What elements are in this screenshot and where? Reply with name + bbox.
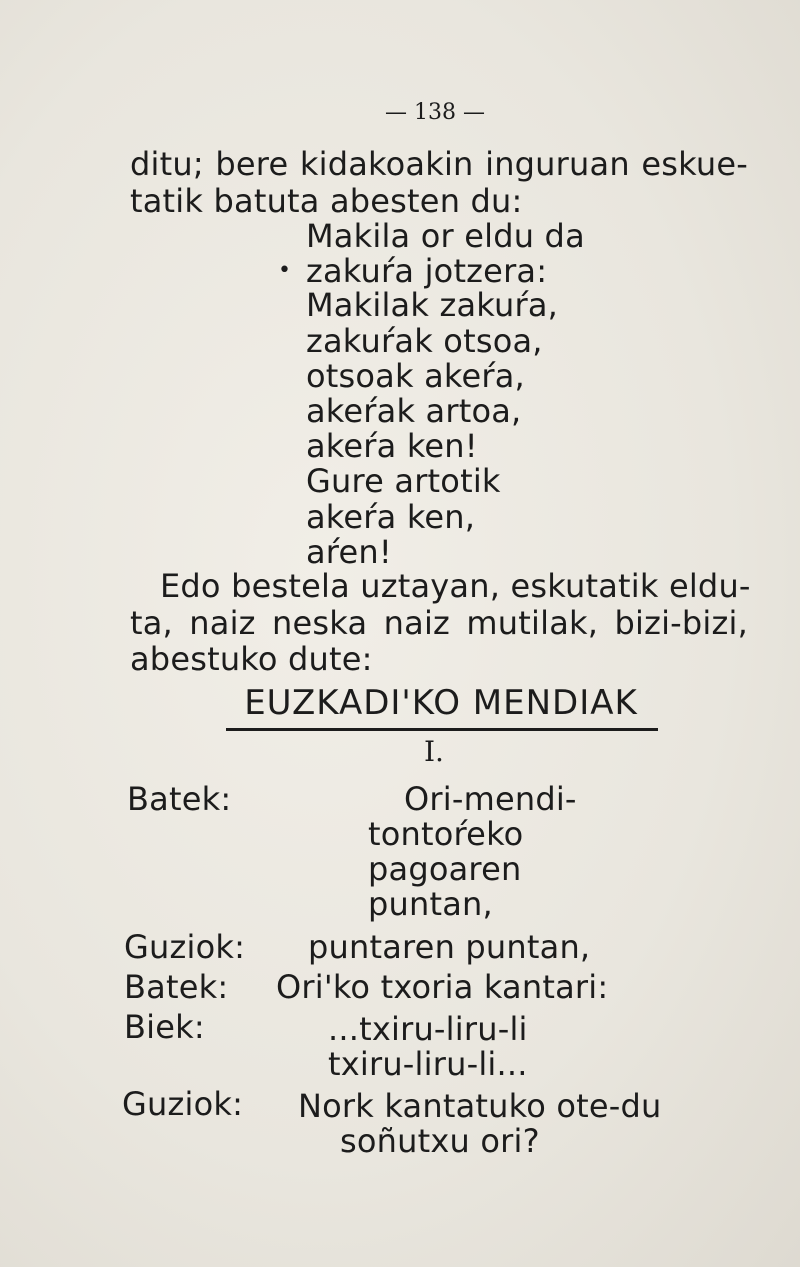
verse-line: Makila or eldu da <box>306 217 585 255</box>
speaker-label: Guziok: <box>124 928 246 966</box>
verse-line: zakuŕak otsoa, <box>306 322 543 360</box>
verse-line: akeŕa ken, <box>306 498 476 536</box>
song-line: soñutxu ori? <box>340 1122 540 1160</box>
para2-line-2: ta, naiz neska naiz mutilak, bizi-bizi, <box>130 604 748 642</box>
song-line: tontoŕeko <box>368 815 524 853</box>
speaker-label: Batek: <box>124 968 229 1006</box>
song-title: EUZKADI'KO MENDIAK <box>244 683 638 723</box>
song-line: Ori-mendi- <box>404 780 577 818</box>
intro-line-1: ditu; bere kidakoakin inguruan eskue- <box>130 145 748 183</box>
verse-line: otsoak akeŕa, <box>306 357 525 395</box>
song-line: Nork kantatuko ote-du <box>298 1087 662 1125</box>
page-number: — 138 — <box>385 100 485 125</box>
verse-line: zakuŕa jotzera: <box>306 252 548 290</box>
title-underline <box>226 728 658 731</box>
verse-line: akeŕak artoa, <box>306 392 522 430</box>
speaker-label: Batek: <box>127 780 232 818</box>
song-line: puntan, <box>368 885 493 923</box>
verse-line: akeŕa ken! <box>306 427 478 465</box>
speaker-label: Biek: <box>124 1008 205 1046</box>
verse-line: Makilak zakuŕa, <box>306 286 559 324</box>
song-line: puntaren puntan, <box>308 928 591 966</box>
song-line: txiru-liru-li... <box>328 1045 528 1083</box>
intro-line-2: tatik batuta abesten du: <box>130 182 523 220</box>
song-line: Ori'ko txoria kantari: <box>276 968 609 1006</box>
verse-line: aŕen! <box>306 533 392 571</box>
bullet-mark: • <box>278 258 291 283</box>
song-line: ...txiru-liru-li <box>328 1010 528 1048</box>
speaker-label: Guziok: <box>122 1085 244 1123</box>
song-line: pagoaren <box>368 850 522 888</box>
verse-line: Gure artotik <box>306 462 501 500</box>
para2-line-1: Edo bestela uztayan, eskutatik eldu- <box>160 567 751 605</box>
part-number: I. <box>424 735 444 768</box>
para2-line-3: abestuko dute: <box>130 640 373 678</box>
